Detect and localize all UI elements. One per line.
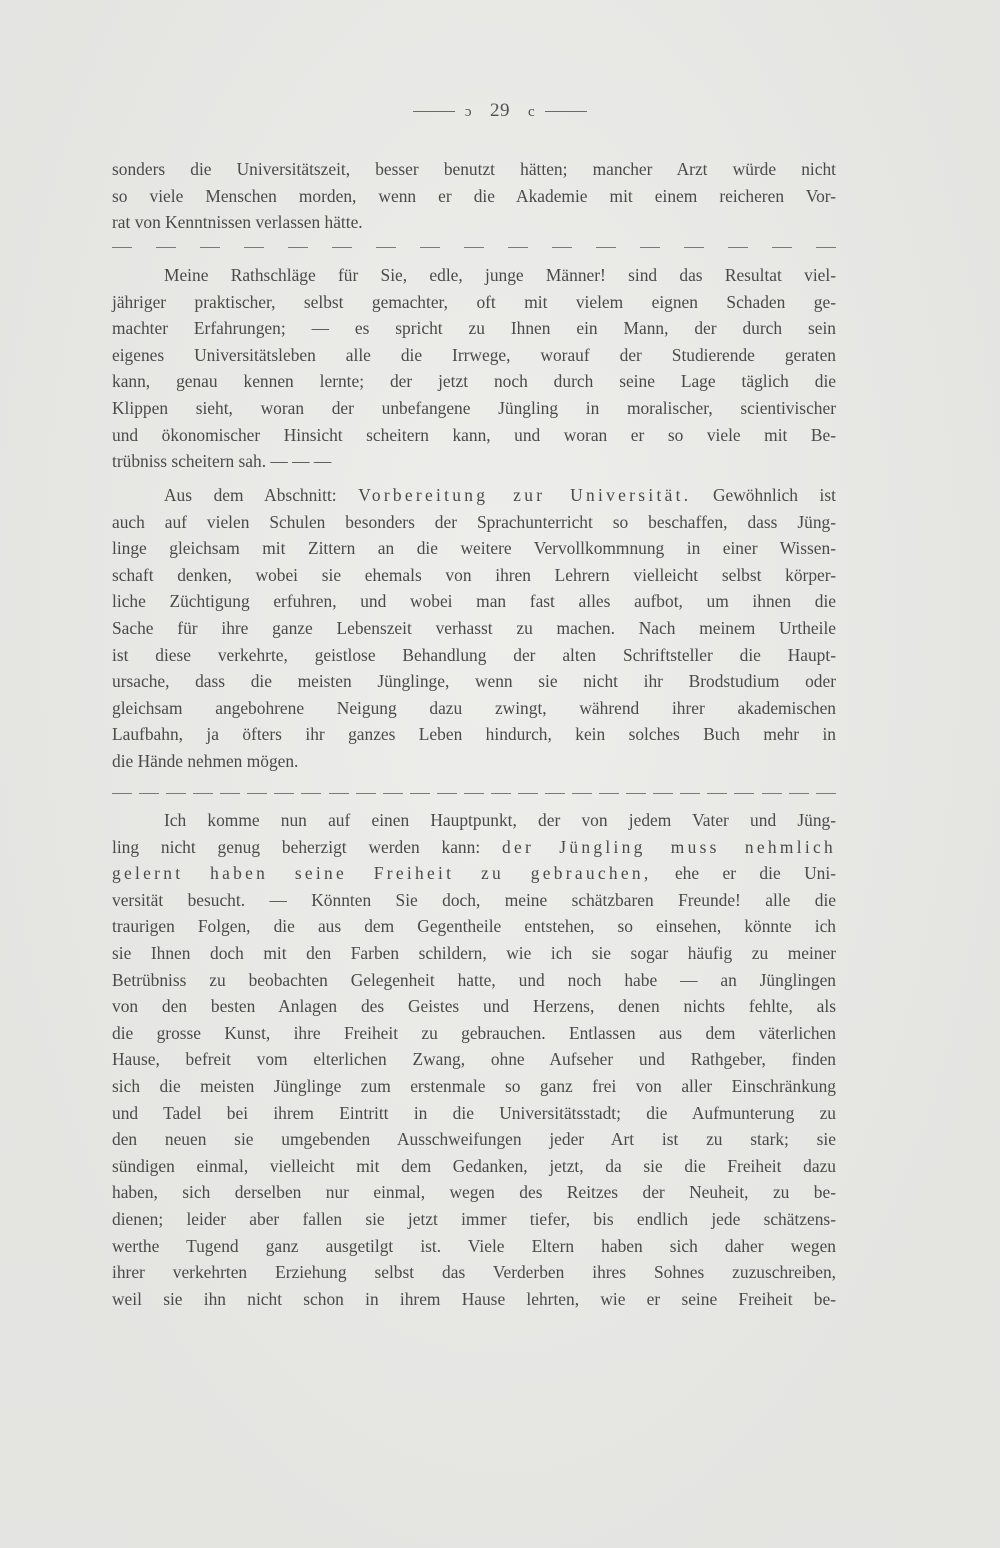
text-fragment: Gewöhnlich ist bbox=[691, 485, 836, 505]
emphasized-text: Vorbereitung zur Universität. bbox=[358, 485, 692, 505]
paragraph-continuation bbox=[112, 156, 836, 236]
page-number: 29 bbox=[490, 100, 510, 121]
text-line: auch auf vielen Schulen besonders der Sprachunterricht so beschaffen, dass Jüng- bbox=[112, 511, 836, 532]
text-fragment: Aus dem Abschnitt: bbox=[164, 485, 359, 505]
text-line: weil sie ihn nicht schon in ihrem Hause lehrten, wie er seine Freiheit be- bbox=[112, 1288, 836, 1309]
paragraph-vorbereitung bbox=[112, 482, 836, 775]
text-line: so viele Menschen morden, wenn er die Akademie mit einem reicheren Vor- bbox=[112, 185, 836, 206]
text-line: und Tadel bei ihrem Eintritt in die Universitätsstadt; die Aufmunterung zu bbox=[112, 1102, 836, 1123]
page-header bbox=[0, 100, 1000, 122]
text-line: jähriger praktischer, selbst gemachter, oft mit vielem eignen Schaden ge- bbox=[112, 291, 836, 312]
text-line: von den besten Anlagen des Geistes und Herzens, denen nichts fehlte, als bbox=[112, 996, 836, 1017]
header-rule-right bbox=[545, 111, 587, 112]
text-line: Laufbahn, ja öfters ihr ganzes Leben hindurch, kein solches Buch mehr in bbox=[112, 724, 836, 745]
paragraph-hauptpunkt bbox=[112, 807, 836, 1312]
text-line: ihrer verkehrten Erziehung selbst das Verderben ihres Sohnes zuzuschreiben, bbox=[112, 1262, 836, 1283]
text-line: Meine Rathschläge für Sie, edle, junge Männer! sind das Resultat viel- bbox=[164, 265, 836, 285]
text-line: und ökonomischer Hinsicht scheitern kann, und woran er so viele mit Be- bbox=[112, 424, 836, 445]
text-line: eigenes Universitätsleben alle die Irrwege, worauf der Studierende geraten bbox=[112, 344, 836, 365]
text-line: dienen; leider aber fallen sie jetzt immer tiefer, bis endlich jede schätzens- bbox=[112, 1208, 836, 1229]
text-line: linge gleichsam mit Zittern an die weitere Vervollkommnung in einer Wissen- bbox=[112, 538, 836, 559]
emphasized-text: gelernt haben seine Freiheit zu gebrauchen, bbox=[112, 863, 652, 884]
text-line: sonders die Universitätszeit, besser benutzt hätten; mancher Arzt würde nicht bbox=[112, 159, 836, 179]
text-line bbox=[112, 860, 836, 887]
text-line: gleichsam angebohrene Neigung dazu zwingt, während ihrer akademischen bbox=[112, 697, 836, 718]
text-line: Ich komme nun auf einen Hauptpunkt, der von jedem Vater und Jüng- bbox=[164, 810, 836, 830]
header-ornament-right: c bbox=[528, 104, 536, 120]
text-line: ist diese verkehrte, geistlose Behandlung der alten Schriftsteller die Haupt- bbox=[112, 644, 836, 665]
text-line: die Hände nehmen mögen. bbox=[112, 750, 299, 771]
dash-separator bbox=[112, 247, 836, 249]
text-line: haben, sich derselben nur einmal, wegen des Reitzes der Neuheit, zu be- bbox=[112, 1182, 836, 1203]
text-line bbox=[112, 482, 836, 509]
paragraph-rathschlaege bbox=[112, 262, 836, 475]
text-line: versität besucht. — Könnten Sie doch, meine schätzbaren Freunde! alle die bbox=[112, 889, 836, 910]
header-rule-left bbox=[413, 111, 455, 112]
text-line: den neuen sie umgebenden Ausschweifungen jeder Art ist zu stark; sie bbox=[112, 1129, 836, 1150]
text-line: kann, genau kennen lernte; der jetzt noch durch seine Lage täglich die bbox=[112, 371, 836, 392]
text-line: Sache für ihre ganze Lebenszeit verhasst zu machen. Nach meinem Urtheile bbox=[112, 617, 836, 638]
text-line: sie Ihnen doch mit den Farben schildern, wie ich sie sogar häufig zu meiner bbox=[112, 942, 836, 963]
dash-separator bbox=[112, 793, 836, 795]
emphasized-text: der Jüngling muss nehmlich bbox=[502, 836, 836, 857]
text-line: machter Erfahrungen; — es spricht zu Ihnen ein Mann, der durch sein bbox=[112, 318, 836, 339]
text-line: ursache, dass die meisten Jünglinge, wenn sie nicht ihr Brodstudium oder bbox=[112, 671, 836, 692]
header-ornament-left: ɔ bbox=[464, 104, 472, 120]
text-line bbox=[112, 834, 836, 861]
text-line: trübniss scheitern sah. — — — bbox=[112, 451, 332, 472]
text-line: sündigen einmal, vielleicht mit dem Gedanken, jetzt, da sie die Freiheit dazu bbox=[112, 1155, 836, 1176]
text-line: die grosse Kunst, ihre Freiheit zu gebrauchen. Entlassen aus dem väterlichen bbox=[112, 1022, 836, 1043]
text-line: Klippen sieht, woran der unbefangene Jüngling in moralischer, scientivischer bbox=[112, 397, 836, 418]
text-line: schaft denken, wobei sie ehemals von ihren Lehrern vielleicht selbst körper- bbox=[112, 564, 836, 585]
text-line: traurigen Folgen, die aus dem Gegentheile entstehen, so einsehen, könnte ich bbox=[112, 916, 836, 937]
text-fragment: ling nicht genug beherzigt werden kann: bbox=[112, 836, 503, 857]
text-fragment: ehe er die Uni- bbox=[651, 863, 836, 884]
text-line: Betrübniss zu beobachten Gelegenheit hatte, und noch habe — an Jünglingen bbox=[112, 969, 836, 990]
text-line: rat von Kenntnissen verlassen hätte. bbox=[112, 212, 363, 233]
text-line: sich die meisten Jünglinge zum erstenmale so ganz frei von aller Einschränkung bbox=[112, 1075, 836, 1096]
text-line: werthe Tugend ganz ausgetilgt ist. Viele Eltern haben sich daher wegen bbox=[112, 1235, 836, 1256]
text-line: liche Züchtigung erfuhren, und wobei man fast alles aufbot, um ihnen die bbox=[112, 591, 836, 612]
text-line: Hause, befreit vom elterlichen Zwang, ohne Aufseher und Rathgeber, finden bbox=[112, 1049, 836, 1070]
